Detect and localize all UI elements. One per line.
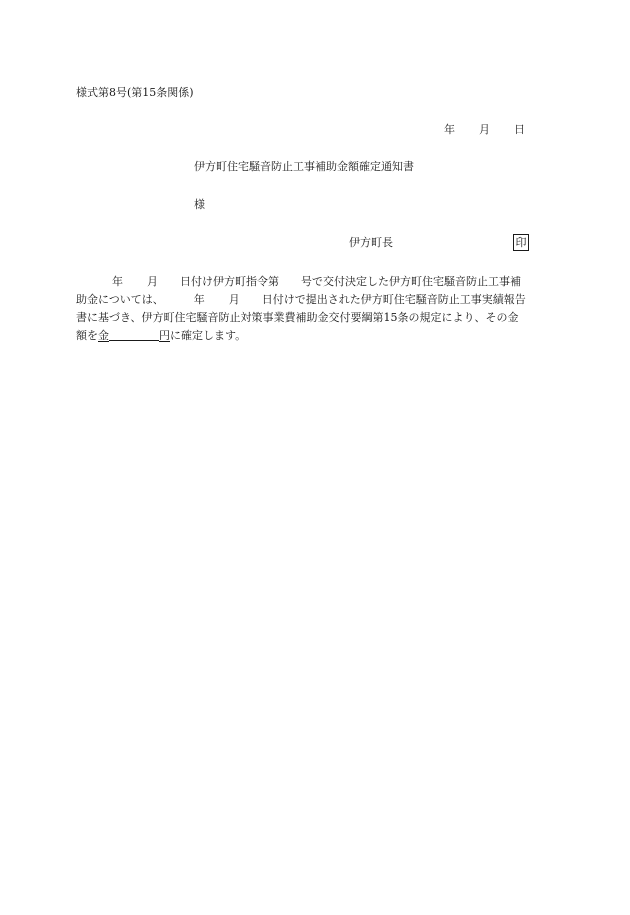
- document-title: 伊方町住宅騒音防止工事補助金額確定通知書: [194, 160, 414, 173]
- body-line-3: 書に基づき、伊方町住宅騒音防止対策事業費補助金交付要綱第15条の規定により、その金: [76, 311, 519, 324]
- seal-box: 印: [513, 234, 529, 251]
- form-number-label: 様式第8号(第15条関係): [76, 86, 194, 99]
- date-line: [444, 123, 525, 137]
- addressee-suffix: 様: [194, 198, 205, 211]
- body-line-1: 年 月 日付け伊方町指令第 号で交付決定した伊方町住宅騒音防止工事補: [112, 275, 521, 288]
- amount-blank: [109, 329, 159, 341]
- body-line-4: 額を金 円に確定します。: [76, 329, 247, 342]
- body-line-2: 助金については、 年 月 日付けで提出された伊方町住宅騒音防止工事実績報告: [76, 293, 526, 306]
- date-day: 日: [514, 123, 525, 136]
- amount-prefix: 金: [98, 329, 109, 342]
- date-year: 年: [444, 123, 455, 136]
- issuer-name: 伊方町長: [349, 236, 393, 249]
- notice-body: [76, 273, 556, 345]
- date-month: 月: [479, 123, 490, 136]
- amount-unit: 円: [159, 329, 170, 342]
